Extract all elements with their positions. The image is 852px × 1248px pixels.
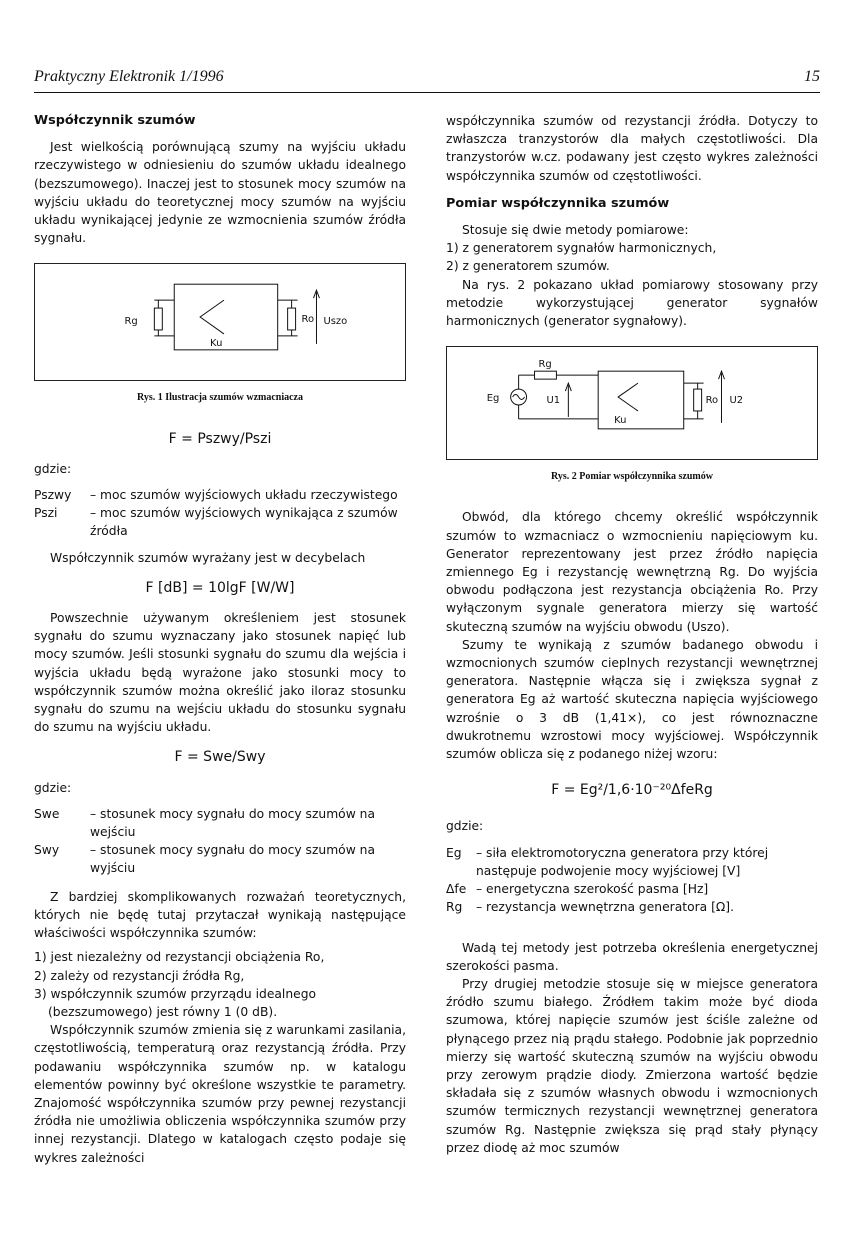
rg-label: Rg bbox=[124, 316, 138, 328]
definition-term: Swy bbox=[34, 843, 60, 858]
measurement-diagram bbox=[447, 347, 817, 459]
amplifier-noise-diagram bbox=[35, 264, 405, 380]
paragraph: Wadą tej metody jest potrzeba określenia energetycznej szerokości pasma. bbox=[446, 940, 818, 973]
definition-term: Pszwy bbox=[34, 488, 72, 503]
definition-text: – energetyczna szerokość pasma [Hz] bbox=[476, 882, 709, 897]
definition-item bbox=[34, 504, 406, 540]
journal-title: Praktyczny Elektronik 1/1996 bbox=[34, 68, 224, 85]
ku-label: Ku bbox=[614, 415, 627, 427]
definition-term: Pszi bbox=[34, 506, 58, 521]
gdzie-label: gdzie: bbox=[446, 819, 484, 834]
definition-item bbox=[34, 805, 406, 841]
list-item: 2) zależy od rezystancji źródła Rg, bbox=[34, 968, 245, 983]
gdzie-label: gdzie: bbox=[34, 461, 72, 476]
definition-list bbox=[34, 486, 406, 541]
definition-list bbox=[446, 844, 818, 917]
spacer bbox=[446, 917, 818, 939]
definition-item bbox=[34, 841, 406, 877]
ku-label: Ku bbox=[210, 338, 223, 350]
formula-noise-measurement: F = Eg²/1,6·10⁻²⁰ΔfeRg bbox=[551, 782, 713, 799]
definition-list bbox=[34, 805, 406, 878]
paragraph: Na rys. 2 pokazano układ pomiarowy stosowany przy metodzie wykorzystującej generator sygnałów harmonicznych (generator sygnałowy). bbox=[446, 277, 818, 329]
ro-label: Ro bbox=[301, 314, 315, 326]
paragraph: Współczynnik szumów wyrażany jest w decybelach bbox=[50, 550, 366, 565]
definition-text: – moc szumów wyjściowych wynikająca z szumów źródła bbox=[90, 506, 398, 539]
definition-term: Eg bbox=[446, 845, 462, 860]
definition-term: Swe bbox=[34, 806, 60, 821]
list-item: 1) z generatorem sygnałów harmonicznych, bbox=[446, 241, 717, 256]
figure-1 bbox=[34, 263, 406, 381]
definition-item bbox=[34, 486, 406, 504]
paragraph: Z bardziej skomplikowanych rozważań teoretycznych, których nie będę tutaj przytaczał wynikają następujące właściwości współczynnika szumów: bbox=[34, 889, 406, 941]
definition-text: – stosunek mocy sygnału do mocy szumów na wejściu bbox=[90, 806, 376, 840]
figure-1-caption: Rys. 1 Ilustracja szumów wzmacniacza bbox=[136, 392, 303, 404]
list-item: 3) współczynnik szumów przyrządu idealnego (bezszumowego) jest równy 1 (0 dB). bbox=[34, 986, 317, 1019]
formula-snr: F = Swe/Swy bbox=[174, 749, 266, 766]
left-column bbox=[34, 112, 406, 1167]
gdzie-label: gdzie: bbox=[34, 780, 72, 795]
definition-item bbox=[446, 844, 818, 880]
right-column bbox=[446, 112, 818, 1157]
formula-db: F [dB] = 10lgF [W/W] bbox=[145, 579, 295, 596]
paragraph: Szumy te wynikają z szumów badanego obwodu i wzmocnionych szumów cieplnych rezystancji wewnętrznej generatora. Następnie włącza się i zwiększa sygnał z generatora Eg aż wartość skuteczna napięcia wyjściowego wzrośnie o 3 dB (1,41×), co jest równoznaczne dwukrotnemu wzrostowi mocy wyjściowej. Współczynnik szumów oblicza się z podanego niżej wzoru: bbox=[446, 637, 818, 762]
section-title-measurement: Pomiar współczynnika szumów bbox=[446, 195, 670, 211]
paragraph: Obwód, dla którego chcemy określić współczynnik szumów to wzmacniacz o wzmocnieniu napięciowym ku. Generator reprezentowany jest przez źródło napięcia zmiennego Eg i rezystancję wewnętrzną Rg. Do wyjścia obwodu podłączona jest rezystancja obciążenia Ro. Przy wyłączonym sygnale generatora mierzy się wartość skuteczną szumów na wyjściu obwodu (Uszo). bbox=[446, 510, 818, 634]
page-header bbox=[34, 68, 820, 90]
list-item: 2) z generatorem szumów. bbox=[446, 259, 610, 274]
definition-text: – moc szumów wyjściowych układu rzeczywistego bbox=[90, 488, 398, 503]
ro-label: Ro bbox=[705, 395, 719, 407]
rg-label: Rg bbox=[538, 359, 552, 371]
header-rule bbox=[34, 92, 820, 93]
page-number: 15 bbox=[804, 68, 820, 85]
paragraph: współczynnika szumów od rezystancji źródła. Dotyczy to zwłaszcza tranzystorów dla małych częstotliwości. Dla tranzystorów w.cz. podawany jest często wykres zależności współczynnika szumów od częstotliwości. bbox=[446, 114, 818, 183]
list-item: 1) jest niezależny od rezystancji obciążenia Ro, bbox=[34, 950, 325, 965]
figure-2-caption: Rys. 2 Pomiar współczynnika szumów bbox=[551, 471, 713, 483]
definition-text: – rezystancja wewnętrzna generatora [Ω]. bbox=[476, 900, 734, 915]
paragraph: Powszechnie używanym określeniem jest stosunek sygnału do szumu wyznaczany jako stosunek napięć lub mocy szumów. Jeśli stosunki sygnału do szumu dla wejścia i wyjścia układu będą wyrażone jako stosunki mocy to współczynnik szumów można określić jako iloraz stosunku sygnału do szumu na wejściu układu do stosunku sygnału do szumu na wyjściu układu. bbox=[34, 611, 406, 735]
formula-noise-figure: F = Pszwy/Pszi bbox=[168, 430, 272, 447]
definition-term: Δfe bbox=[446, 882, 467, 897]
section-title-noise-figure: Współczynnik szumów bbox=[34, 113, 196, 128]
u1-label: U1 bbox=[546, 395, 561, 407]
paragraph: Jest wielkością porównującą szumy na wyjściu układu rzeczywistego w odniesieniu do szumów układu idealnego (bezszumowego). Inaczej jest to stosunek mocy szumów na wyjściu układu do teoretycznej mocy szumów na wyjściu układu wynikającej jedynie ze wzmocnienia szumów źródła sygnału. bbox=[34, 140, 406, 246]
definition-item bbox=[446, 880, 818, 898]
figure-2 bbox=[446, 346, 818, 460]
uszo-label: Uszo bbox=[323, 316, 348, 328]
u2-label: U2 bbox=[729, 395, 744, 407]
definition-text: – stosunek mocy sygnału do mocy szumów na wyjściu bbox=[90, 843, 376, 876]
definition-term: Rg bbox=[446, 900, 463, 915]
definition-text: – siła elektromotoryczna generatora przy której następuje podwojenie mocy wyjściowej [V] bbox=[476, 845, 769, 878]
paragraph: Stosuje się dwie metody pomiarowe: bbox=[462, 223, 689, 238]
paragraph: Przy drugiej metodzie stosuje się w miejsce generatora źródło szumu białego. Źródłem takim może być dioda szumowa, której napięcie szumów jest ściśle zależne od płynącego przez nią prądu stałego. Podobnie jak poprzednio mierzy się wartość skuteczną szumów na wyjściu obwodu przy zerowym prądzie diody. Zmierzona wartość będzie składała się z szumów własnych obwodu i wzmocnionych szumów termicznych rezystancji wewnętrznej generatora szumów Rg. Następnie zwiększa się prąd stały płynący przez diodę aż moc szumów bbox=[446, 976, 818, 1155]
definition-item bbox=[446, 898, 818, 916]
eg-label: Eg bbox=[486, 393, 500, 405]
properties-list bbox=[34, 948, 406, 1021]
paragraph: Współczynnik szumów zmienia się z warunkami zasilania, częstotliwością, temperaturą oraz rezystancją źródła. Przy podawaniu współczynnika szumów np. w katalogu elementów powinny być określone wszystkie te parametry. Znajomość współczynnika szumów przy pewnej rezystancji źródła nie umożliwia obliczenia współczynnika szumów przy innej rezystancji. Dlatego w katalogach często podaje się wykres zależności bbox=[34, 1023, 406, 1165]
